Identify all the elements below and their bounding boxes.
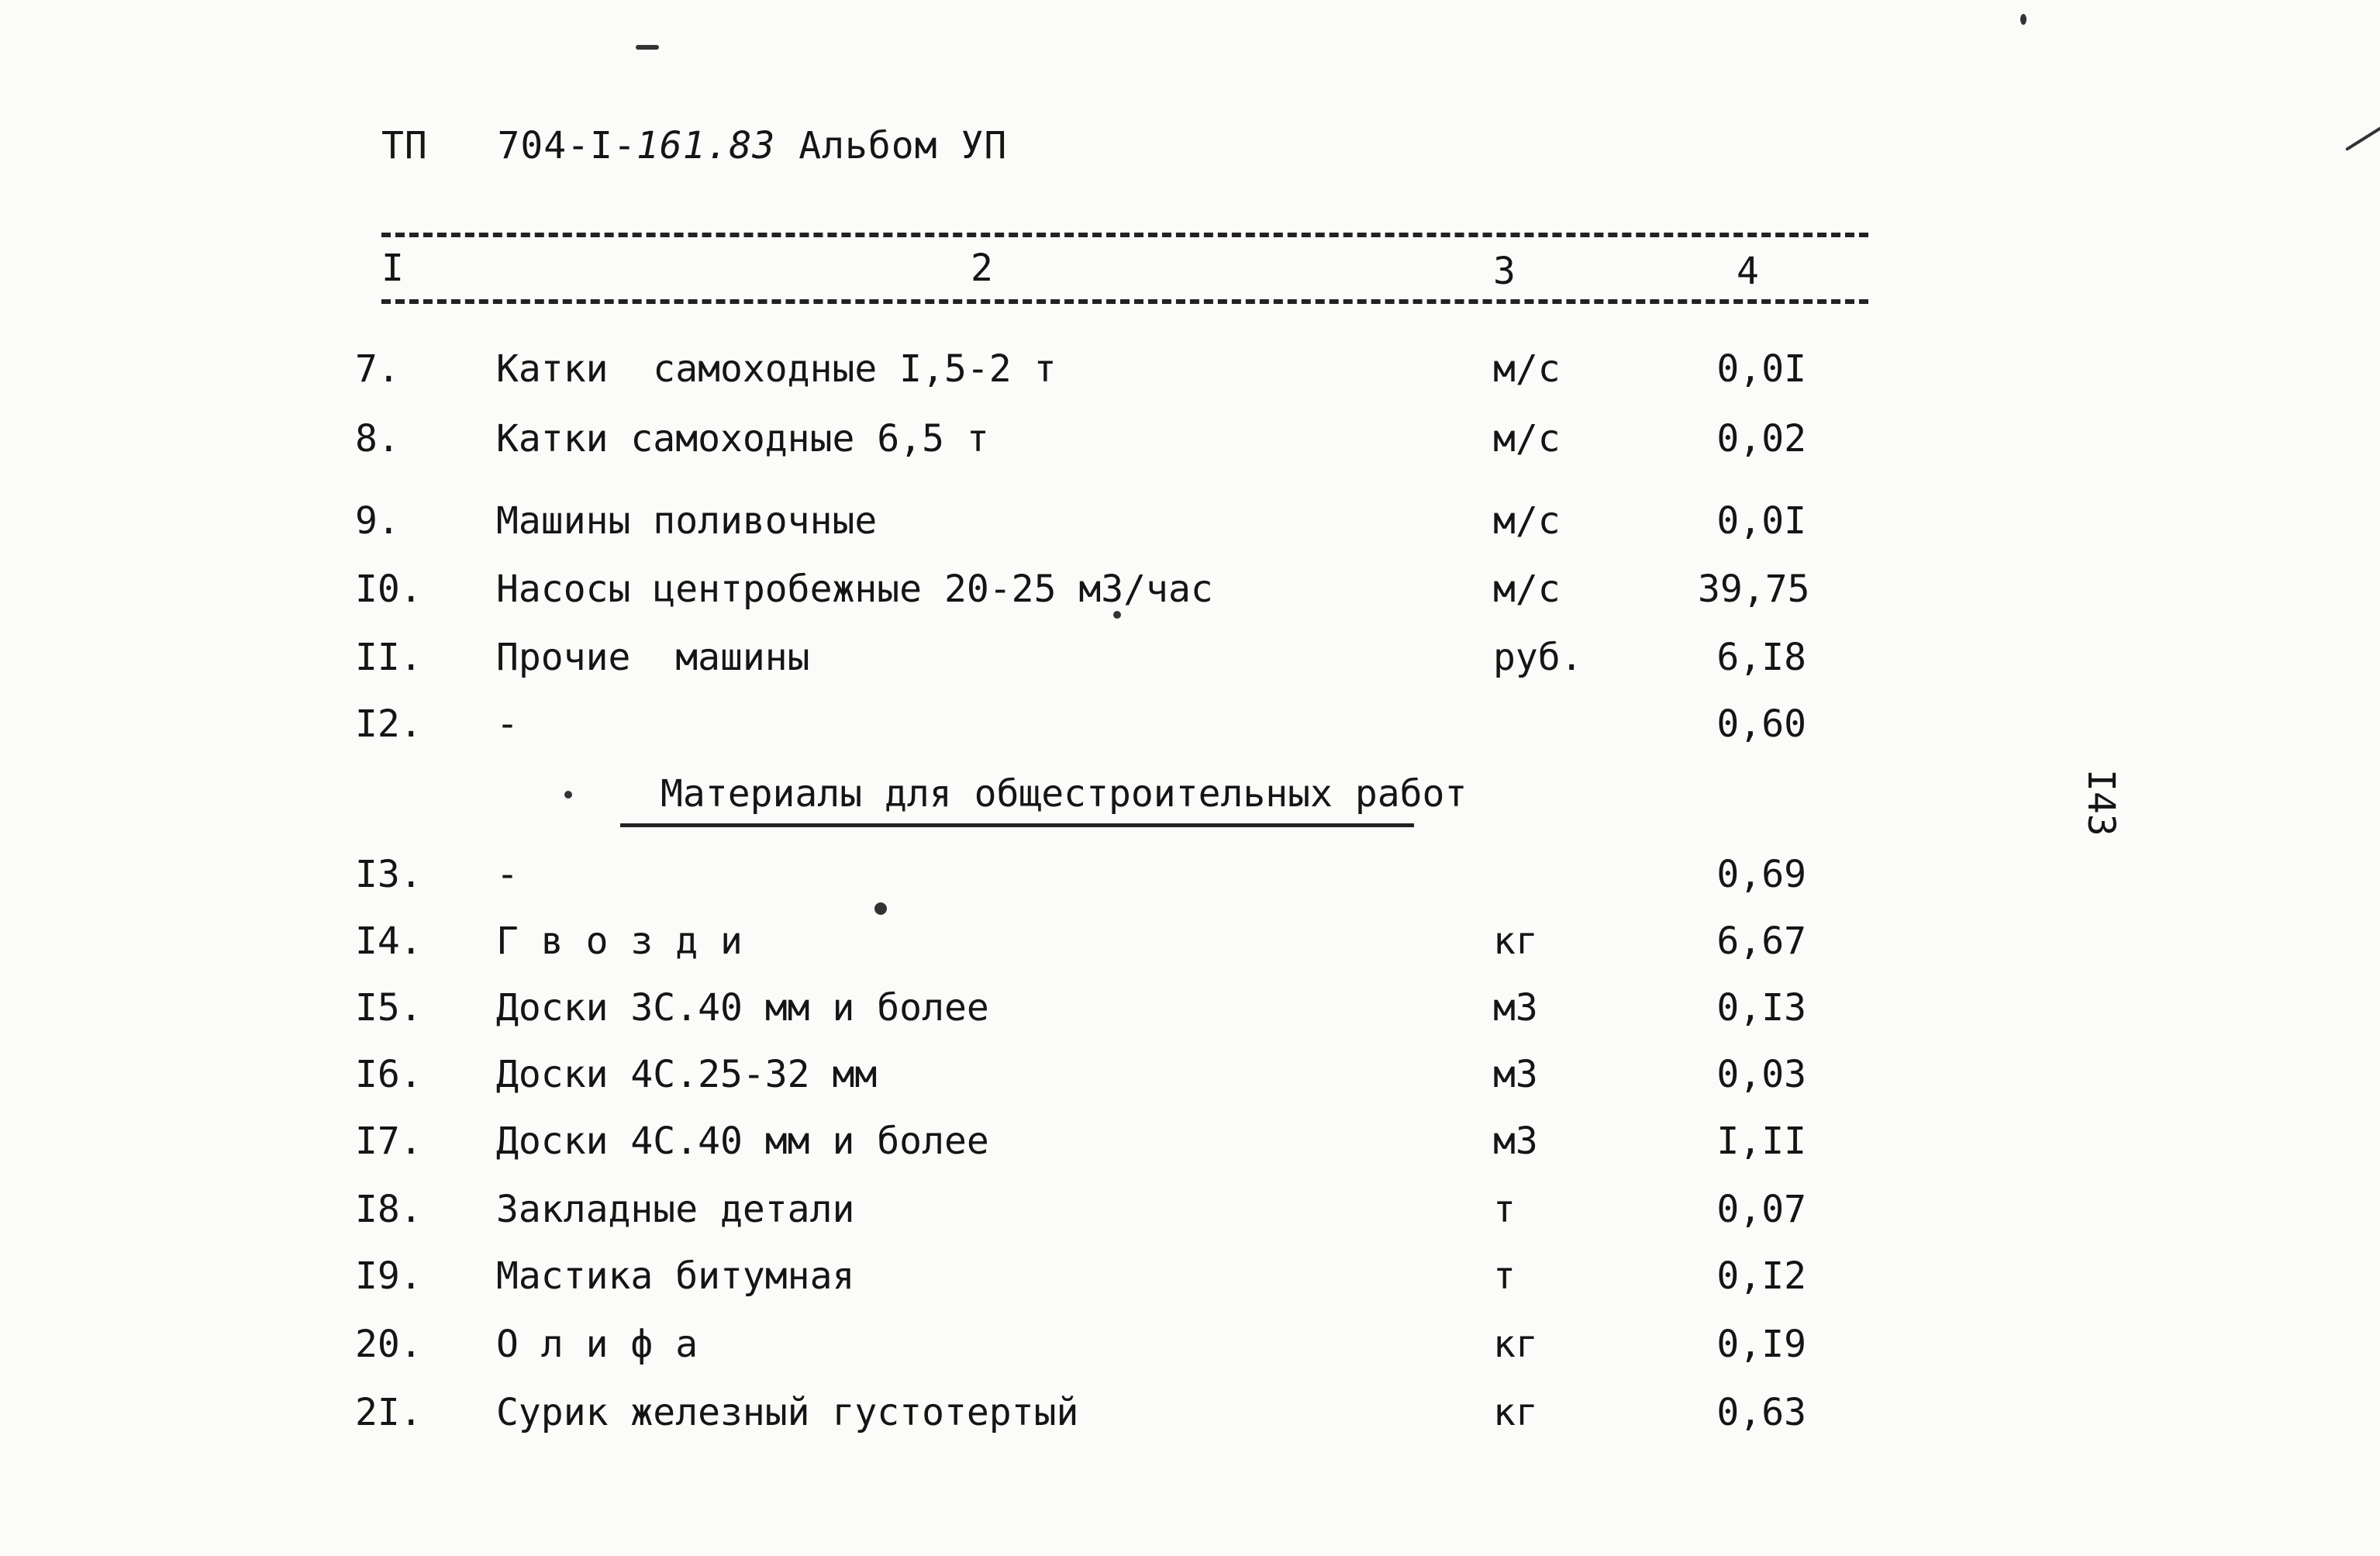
row-number: I6. (355, 1053, 423, 1096)
table-row (0, 1120, 2380, 1182)
page-number: I43 (2079, 769, 2123, 837)
row-unit: м3 (1493, 986, 1538, 1030)
row-unit: т (1493, 1188, 1516, 1231)
row-number: I2. (355, 702, 423, 746)
row-unit: м/с (1493, 347, 1561, 391)
row-name: - (496, 853, 519, 896)
row-name: Насосы центробежные 20-25 м3/час (496, 568, 1213, 611)
row-value: 0,07 (1716, 1188, 1806, 1231)
row-name: Катки самоходные 6,5 т (496, 417, 989, 461)
section-underline (620, 823, 1414, 827)
row-value: 6,I8 (1716, 636, 1806, 679)
row-value: 0,02 (1716, 417, 1806, 461)
row-number: I3. (355, 853, 423, 896)
row-number: I4. (355, 919, 423, 963)
scan-speck (874, 902, 887, 915)
row-unit: м/с (1493, 499, 1561, 543)
table-row (0, 1053, 2380, 1115)
row-unit: м/с (1493, 568, 1561, 611)
table-row (0, 919, 2380, 982)
row-name: Мастика битумная (496, 1254, 855, 1298)
row-number: 20. (355, 1323, 423, 1366)
row-unit: м/с (1493, 417, 1561, 461)
table-row (0, 702, 2380, 764)
row-name: Закладные детали (496, 1188, 855, 1231)
table-row (0, 499, 2380, 561)
row-number: I9. (355, 1254, 423, 1298)
table-row (0, 347, 2380, 409)
project-number: 161.83 (636, 124, 776, 167)
row-unit: руб. (1493, 636, 1583, 679)
row-value: 0,0I (1716, 499, 1806, 543)
row-name: О л и ф а (496, 1323, 698, 1366)
row-value: 0,63 (1716, 1391, 1806, 1434)
row-name: Прочие машины (496, 636, 810, 679)
section-title: Материалы для общестроительных работ (661, 772, 1468, 816)
table-row (0, 1188, 2380, 1250)
row-number: 8. (355, 417, 400, 461)
row-value: 6,67 (1716, 919, 1806, 963)
table-row (0, 1254, 2380, 1316)
project-code: 704-I- (497, 124, 636, 167)
document-header (381, 124, 1007, 167)
row-value: 39,75 (1698, 568, 1810, 611)
row-number: I8. (355, 1188, 423, 1231)
row-unit: т (1493, 1254, 1516, 1298)
table-row (0, 1323, 2380, 1385)
row-unit: кг (1493, 919, 1538, 963)
row-unit: м3 (1493, 1120, 1538, 1163)
header-bottom-rule (381, 299, 1868, 304)
table-row (0, 417, 2380, 479)
album-label: Альбом УП (799, 124, 1008, 167)
scan-speck (2345, 116, 2380, 151)
row-value: I,II (1716, 1120, 1806, 1163)
row-name: Катки самоходные I,5-2 т (496, 347, 1057, 391)
row-number: 9. (355, 499, 400, 543)
row-value: 0,60 (1716, 702, 1806, 746)
row-name: - (496, 702, 519, 746)
row-number: I7. (355, 1120, 423, 1163)
row-value: 0,I3 (1716, 986, 1806, 1030)
row-name: Доски 3С.40 мм и более (496, 986, 989, 1030)
row-value: 0,I2 (1716, 1254, 1806, 1298)
row-number: 7. (355, 347, 400, 391)
table-row (0, 568, 2380, 630)
scan-speck (636, 45, 659, 50)
row-unit: кг (1493, 1391, 1538, 1434)
row-value: 0,I9 (1716, 1323, 1806, 1366)
row-name: Доски 4С.25-32 мм (496, 1053, 878, 1096)
column-number-4: 4 (1737, 250, 1759, 293)
column-number-3: 3 (1493, 250, 1516, 293)
row-value: 0,69 (1716, 853, 1806, 896)
table-row (0, 636, 2380, 698)
row-number: II. (355, 636, 423, 679)
row-number: I5. (355, 986, 423, 1030)
row-number: 2I. (355, 1391, 423, 1434)
header-top-rule (381, 233, 1868, 237)
row-number: I0. (355, 568, 423, 611)
row-value: 0,03 (1716, 1053, 1806, 1096)
table-row (0, 853, 2380, 915)
row-name: Сурик железный густотертый (496, 1391, 1079, 1434)
row-name: Машины поливочные (496, 499, 878, 543)
column-number-2: 2 (971, 247, 993, 290)
row-unit: кг (1493, 1323, 1538, 1366)
table-row (0, 1391, 2380, 1453)
scan-speck (2020, 14, 2026, 25)
row-unit: м3 (1493, 1053, 1538, 1096)
scan-speck (564, 791, 572, 799)
row-name: Г в о з д и (496, 919, 743, 963)
series-label: ТП (381, 124, 428, 167)
table-row (0, 986, 2380, 1048)
column-number-1: I (381, 247, 404, 290)
row-name: Доски 4С.40 мм и более (496, 1120, 989, 1163)
scan-speck (1113, 611, 1121, 619)
row-value: 0,0I (1716, 347, 1806, 391)
